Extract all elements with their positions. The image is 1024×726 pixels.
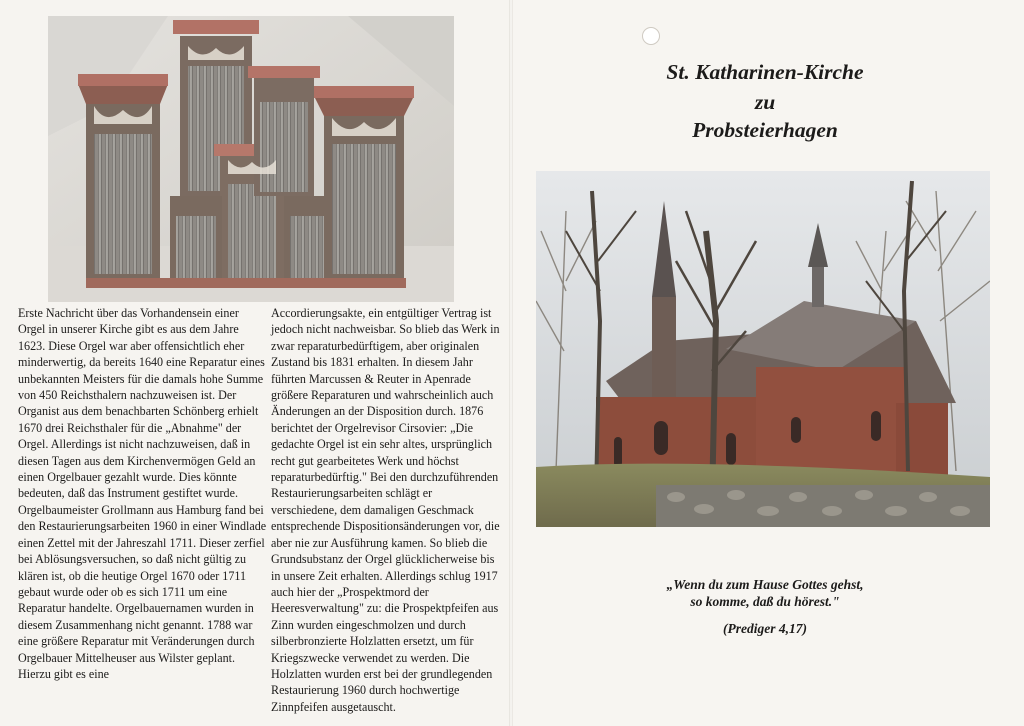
church-location: Probsteierhagen [692,118,838,142]
bible-quote-line-2: so komme, daß du hörest." [690,594,840,609]
article-column-2: Accordierungsakte, ein entgültiger Vertrag ist jedoch nicht nachweisbar. So blieb das Werk in zwar reparaturbedürftigem, aber originalen Zustand bis 1831 erhalten. In diesem Jahr führten Marcussen & Reuter in Apenrade größere Reparaturen und wahrscheinlich auch Änderungen an der Disposition durch. 1876 berichtet der Orgelrevisor Cirsovier: „Die gedachte Orgel ist ein sehr altes, ursprünglich recht gut gearbeitetes Werk und höchst reparaturbedürftig." Bei den durchzuführenden Restaurierungsarbeiten schlägt er verschiedene, dem damaligen Geschmack entsprechende Dispositionsänderungen vor, die aber nie zur Ausführung kamen. So blieb die Grundsubstanz der Orgel glücklicherweise bis in unsere Zeit erhalten. Allerdings schlug 1917 auch hier der „Prospektmord der Heeresverwaltung" zu: die Prospektpfeifen aus Zinn wurden eingeschmolzen und durch silberbronzierte Holzlatten ersetzt, um für Kriegszwecke verwendet zu werden. Die Holzlatten wurden erst bei der grundlegenden Restaurierung 1960 durch hochwertige Zinnpfeifen ausgetauscht. [271,306,500,714]
church-title: St. Katharinen-Kirche [666,60,864,84]
bible-quote-line-1: „Wenn du zum Hause Gottes gehst, [666,577,864,592]
page-fold [509,0,513,726]
punch-hole-right [642,27,660,45]
church-title-connector: zu [754,90,776,114]
church-photo [536,171,990,527]
article-column-1: Erste Nachricht über das Vorhandensein einer Orgel in unserer Kirche gibt es aus dem Jahre 1623. Diese Orgel war aber offensichtlich eher minderwertig, da bereits 1640 eine Reparatur eines unbekannten Meisters für die damals hohe Summe von 450 Reichsthalern nachzuweisen ist. Der Organist aus dem benachbarten Schönberg erhielt 1670 drei Reichsthaler für die „Abnahme" der Orgel. Allerdings ist nicht nachzuweisen, daß in diesen Tagen aus dem Kirchenvermögen Geld an einen Orgelbauer gezahlt wurde. Dies könnte bedeuten, daß das Instrument gestiftet wurde. Orgelbaumeister Grollmann aus Hamburg fand bei den Restaurierungsarbeiten 1960 in einer Windlade einen Zettel mit der Jahreszahl 1711. Dieser zerfiel bei Ablösungsversuchen, so daß nicht gültig zu klären ist, ob die heutige Orgel 1670 oder 1711 gebaut wurde oder ob es sich 1711 um eine Reparatur handelte. Orgelbauernamen wurden in diesem Zusammenhang nicht genannt. 1788 war eine größere Reparatur mit Veränderungen durch Orgelbauer Mittelheuser aus Wilster geplant. Hierzu gibt es eine [18,306,267,681]
bible-quote-reference: (Prediger 4,17) [723,621,807,636]
organ-photo [48,16,454,302]
